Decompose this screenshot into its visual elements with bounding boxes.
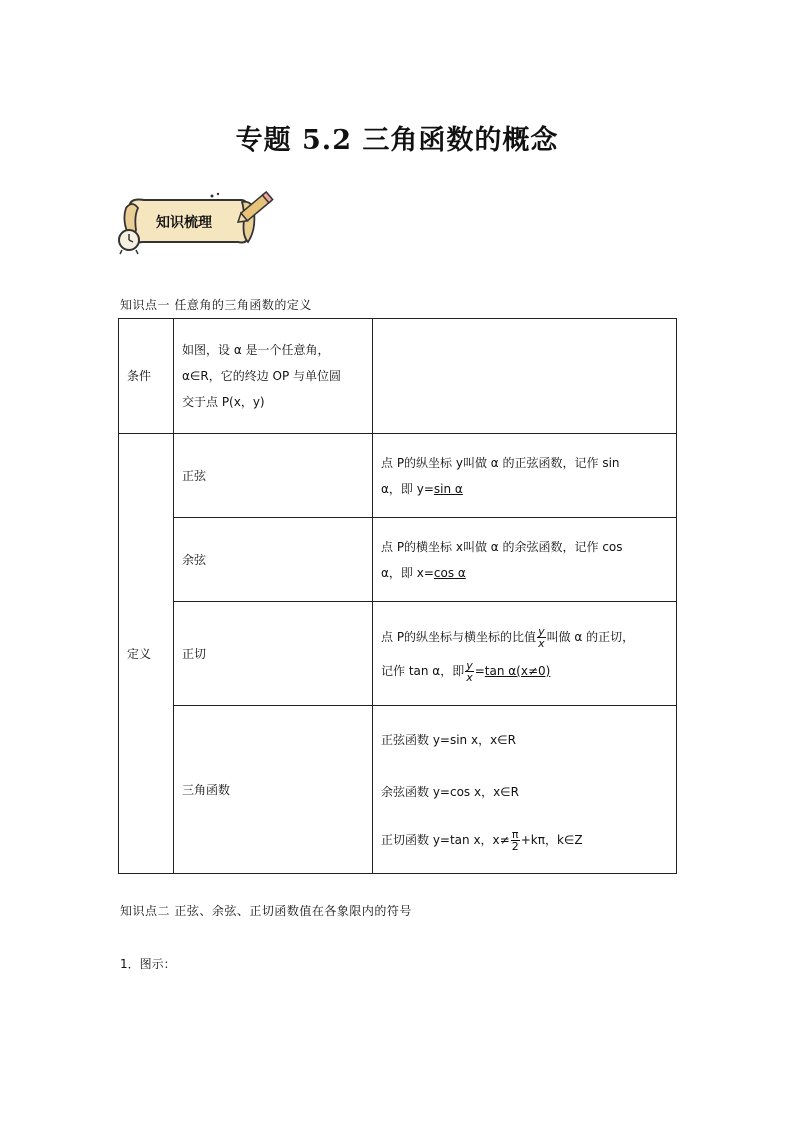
fraction-denominator: x [466, 670, 473, 684]
tangent-line2-prefix: 记作 tan α，即 [381, 663, 465, 678]
banner-label: 知识梳理 [156, 215, 212, 231]
condition-line: α∈R，它的终边 OP 与单位圆 [182, 369, 342, 383]
sine-line2 [381, 476, 668, 502]
fraction-pi-over-2 [511, 829, 520, 852]
sine-line1: 点 P的纵坐标 y叫做 α 的正弦函数，记作 sin [381, 455, 620, 470]
sine-definition [373, 434, 677, 518]
tangent-definition [373, 602, 677, 706]
sine-function-line: 正弦函数 y=sin x，x∈R [381, 732, 516, 747]
sine-value: sin α [433, 481, 463, 496]
fraction-numerator: y [538, 624, 545, 638]
condition-label: 条件 [119, 319, 174, 434]
trig-functions [373, 706, 677, 874]
tangent-line1-prefix: 点 P的纵坐标与横坐标的比值 [381, 629, 537, 644]
table-row [119, 518, 677, 602]
cosine-function-line: 余弦函数 y=cos x，x∈R [381, 784, 519, 799]
list-item-figure: 1．图示： [120, 957, 176, 971]
row-name-tangent: 正切 [174, 602, 373, 706]
tangent-line1-suffix: 叫做 α 的正切， [546, 629, 635, 644]
condition-line: 如图，设 α 是一个任意角， [182, 343, 330, 357]
fraction-y-over-x [465, 660, 474, 683]
row-name-sine: 正弦 [174, 434, 373, 518]
section-heading-1: 知识点一 任意角的三角函数的定义 [120, 298, 312, 312]
fraction-denominator: x [538, 636, 545, 650]
knowledge-banner [114, 190, 274, 256]
cosine-definition [373, 518, 677, 602]
cosine-line1: 点 P的横坐标 x叫做 α 的余弦函数，记作 cos [381, 539, 623, 554]
condition-line: 交于点 P(x，y) [182, 395, 265, 409]
tangent-function-line [381, 827, 668, 853]
tangent-function-suffix: +kπ，k∈Z [520, 832, 583, 847]
tangent-line1 [381, 620, 668, 654]
tangent-line2 [381, 654, 668, 688]
definition-label: 定义 [119, 434, 174, 874]
cosine-line2 [381, 560, 668, 586]
cosine-value: cos α [433, 565, 466, 580]
fraction-y-over-x [537, 626, 546, 649]
sine-line2-prefix: α，即 y= [381, 481, 434, 496]
fraction-numerator: π [511, 827, 519, 841]
tangent-function-prefix: 正切函数 y=tan x，x≠ [381, 832, 510, 847]
table-row [119, 319, 677, 434]
table-row [119, 434, 677, 518]
row-name-cosine: 余弦 [174, 518, 373, 602]
figure-cell [373, 319, 677, 434]
row-name-trig-functions: 三角函数 [174, 706, 373, 874]
tangent-value: tan α(x≠0) [484, 663, 551, 678]
section-heading-2: 知识点二 正弦、余弦、正切函数值在各象限内的符号 [120, 904, 412, 918]
fraction-denominator: 2 [511, 839, 519, 853]
fraction-numerator: y [466, 658, 473, 672]
definition-table [118, 318, 677, 874]
condition-text [174, 319, 373, 434]
table-row [119, 706, 677, 874]
page-title: 专题 5.2 三角函数的概念 [235, 125, 559, 156]
equals-sign: = [474, 663, 485, 678]
table-row [119, 602, 677, 706]
cosine-line2-prefix: α，即 x= [381, 565, 434, 580]
